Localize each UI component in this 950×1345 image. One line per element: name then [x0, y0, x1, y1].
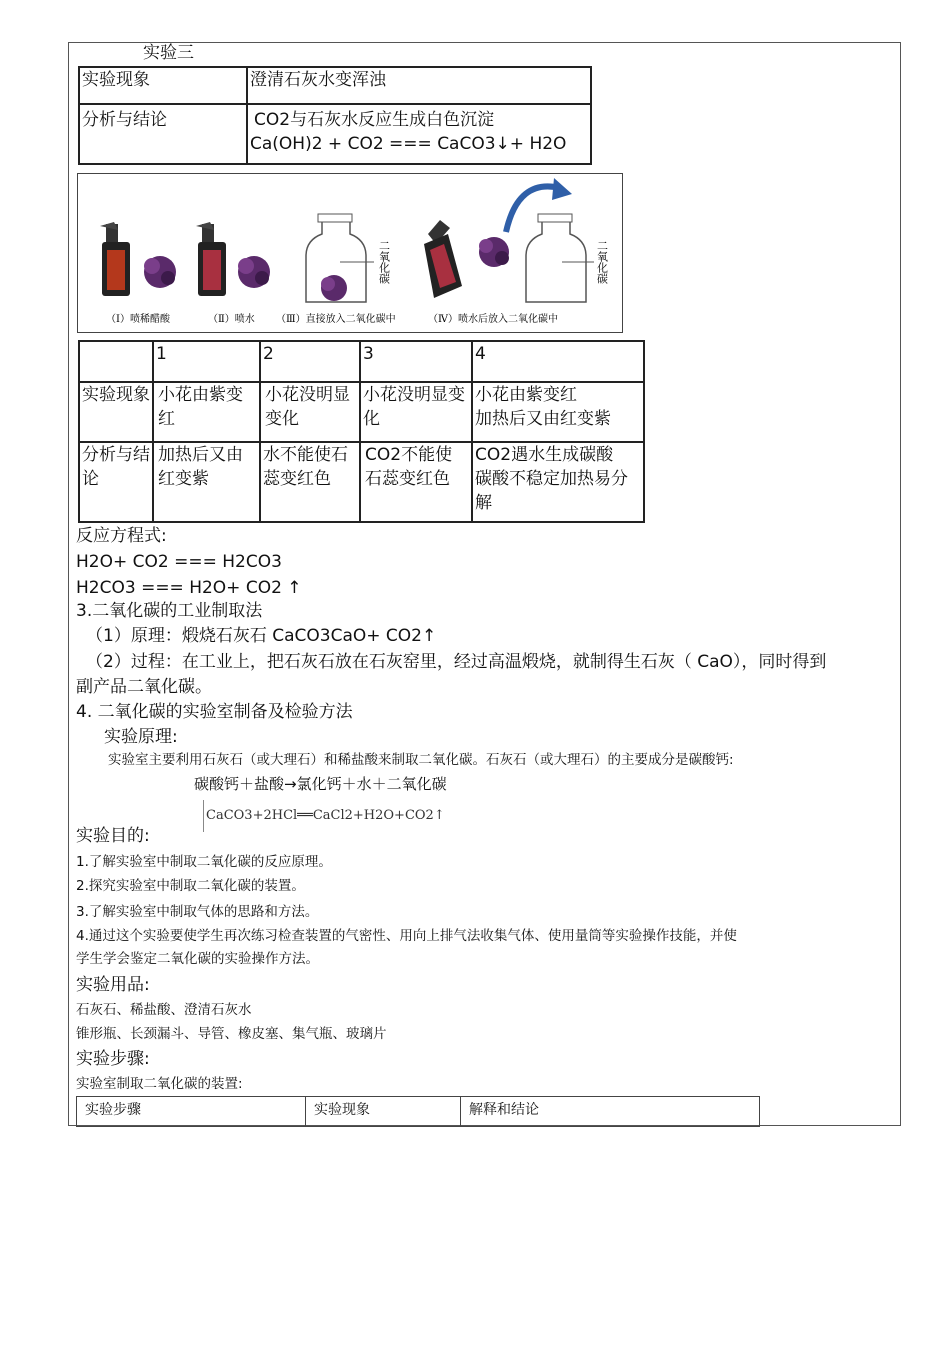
caption-3: （Ⅲ）直接放入二氧化碳中: [276, 314, 396, 325]
table2-cell: CO2不能使石蕊变红色: [360, 442, 472, 522]
supplies-apparatus: 锥形瓶、长颈漏斗、导管、橡皮塞、集气瓶、玻璃片: [76, 1026, 387, 1042]
section4-title: 4. 二氧化碳的实验室制备及检验方法: [76, 702, 353, 722]
gas-jar-icon: [306, 214, 374, 302]
section3-process-cont: 副产品二氧化碳。: [76, 677, 212, 697]
caption-1: （Ⅰ）喷稀醋酸: [106, 314, 170, 325]
conclusion-line2: Ca(OH)2 + CO2 === CaCO3↓+ H2O: [250, 134, 567, 154]
reaction-heading: 反应方程式:: [76, 526, 167, 546]
table2-header-blank: [79, 341, 153, 382]
experiment-figure: [77, 173, 623, 333]
purpose-item: 1.了解实验室中制取二氧化碳的反应原理。: [76, 854, 332, 870]
table1-value-conclusion: [247, 104, 591, 164]
table-flower-experiment: [78, 340, 645, 523]
spray-bottle-icon: [100, 222, 130, 296]
purple-flower-icon: [238, 256, 270, 288]
table-steps: [76, 1096, 760, 1127]
spray-bottle-icon: [196, 222, 226, 296]
table2-label-phenomenon: 实验现象: [79, 382, 153, 442]
table3-header-steps: 实验步骤: [77, 1097, 306, 1127]
table2-header-4: 4: [472, 341, 644, 382]
table2-header-2: 2: [260, 341, 360, 382]
purpose-item: 4.通过这个实验要使学生再次练习检查装置的气密性、用向上排气法收集气体、使用量筒等实验操作技能，并使: [76, 928, 737, 944]
table2-cell: 小花由紫变红: [153, 382, 260, 442]
section3-principle: （1）原理：煅烧石灰石 CaCO3CaO+ CO2↑: [86, 626, 437, 646]
table2-cell: 小花由紫变红 加热后又由红变紫: [472, 382, 644, 442]
table2-header-1: 1: [153, 341, 260, 382]
table2-cell: 小花没明显变化: [360, 382, 472, 442]
supplies-heading: 实验用品:: [76, 975, 150, 995]
table2-header-3: 3: [360, 341, 472, 382]
table1-label-phenomenon: 实验现象: [79, 67, 247, 104]
table2-cell: 小花没明显变化: [260, 382, 360, 442]
section3-process: （2）过程：在工业上，把石灰石放在石灰窑里，经过高温煅烧，就制得生石灰（ CaO），同时得到: [86, 652, 827, 672]
gas-jar-icon: [526, 214, 594, 302]
purpose-item: 3.了解实验室中制取气体的思路和方法。: [76, 904, 319, 920]
table1-label-conclusion: 分析与结论: [79, 104, 247, 164]
conclusion-line1: CO2与石灰水反应生成白色沉淀: [254, 110, 495, 130]
jar-label-3: 二氧化碳: [377, 240, 391, 284]
table2-label-conclusion: 分析与结论: [79, 442, 153, 522]
steps-heading: 实验步骤:: [76, 1049, 150, 1069]
purpose-item: 2.探究实验室中制取二氧化碳的装置。: [76, 878, 305, 894]
principle-text: 实验室主要利用石灰石（或大理石）和稀盐酸来制取二氧化碳。石灰石（或大理石）的主要成分是碳酸钙:: [108, 752, 734, 768]
jar-label-4: 二氧化碳: [595, 240, 609, 284]
equation-2: H2CO3 === H2O+ CO2 ↑: [76, 578, 302, 598]
table3-header-conclusion: 解释和结论: [461, 1097, 760, 1127]
supplies-reagents: 石灰石、稀盐酸、澄清石灰水: [76, 1002, 252, 1018]
curved-arrow-icon: [506, 178, 572, 232]
table1-value-phenomenon: 澄清石灰水变浑浊: [247, 67, 591, 104]
principle-heading: 实验原理:: [104, 727, 178, 747]
caption-4: （Ⅳ）喷水后放入二氧化碳中: [428, 314, 558, 325]
purpose-item: 学生学会鉴定二氧化碳的实验操作方法。: [76, 951, 319, 967]
purple-flower-icon: [479, 237, 509, 267]
apparatus-text: 实验室制取二氧化碳的装置:: [76, 1076, 243, 1092]
exp3-heading: 实验三: [143, 43, 194, 63]
section3-title: 3.二氧化碳的工业制取法: [76, 601, 263, 621]
table2-cell: CO2遇水生成碳酸 碳酸不稳定加热易分解: [472, 442, 644, 522]
table2-cell: 加热后又由红变紫: [153, 442, 260, 522]
chemical-equation: CaCO3+2HCl══CaCl2+H2O+CO2↑: [203, 800, 431, 832]
purpose-heading: 实验目的:: [76, 826, 150, 846]
table-exp3: [78, 66, 592, 165]
equation-1: H2O+ CO2 === H2CO3: [76, 552, 282, 572]
table3-header-phenomenon: 实验现象: [306, 1097, 461, 1127]
experiment-illustration: [78, 174, 622, 332]
spray-bottle-icon: [424, 220, 462, 298]
caption-2: （Ⅱ）喷水: [208, 314, 255, 325]
word-equation: 碳酸钙＋盐酸→氯化钙＋水＋二氧化碳: [194, 775, 447, 793]
table2-cell: 水不能使石蕊变红色: [260, 442, 360, 522]
purple-flower-icon: [144, 256, 176, 288]
